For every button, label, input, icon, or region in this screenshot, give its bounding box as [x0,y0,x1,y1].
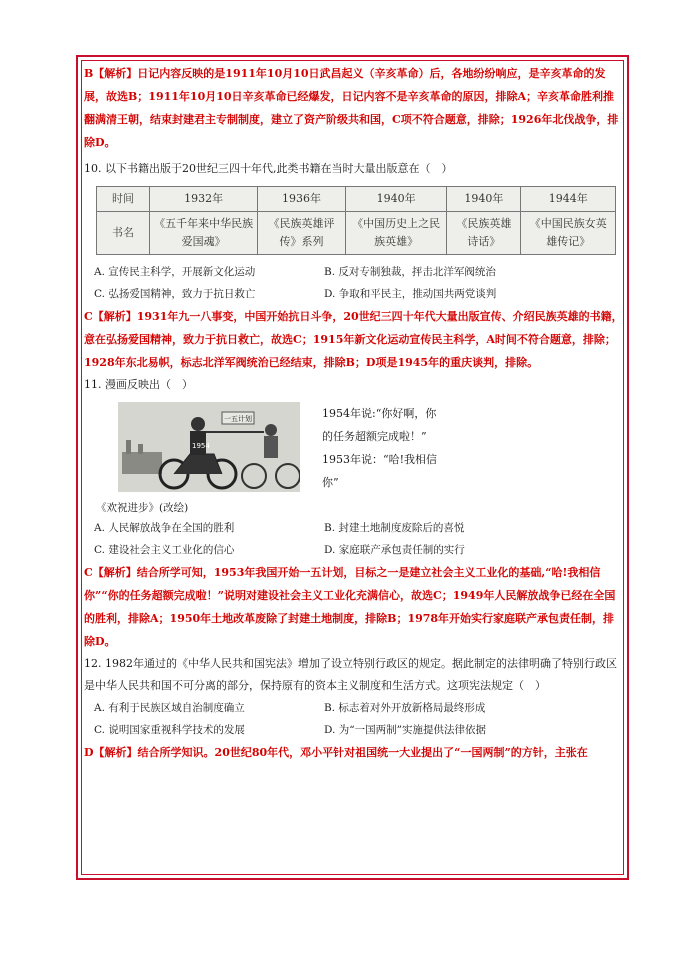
option-d: D. 为“一国两制”实施提供法律依据 [324,724,486,736]
document-body [84,62,624,764]
caption-line: 1954年说:“你好啊，你 [322,407,437,420]
option-c: C. 弘扬爱国精神，致力于抗日救亡 [94,288,256,300]
answer-11: C【解析】结合所学可知，1953年我国开始一五计划，目标之一是建立社会主义工业化的基础,“哈!我相信你”“你的任务超额完成啦！”说明对建设社会主义工业化充满信心，故选C；1949年人民解放战争已经在全国的胜利，排除A；1950年土地改革废除了封建土地制度，排除B；1978年开始实行家庭联产承包责任制，排除D。 [84,566,616,648]
table-cell: 《中国民族女英雄传记》 [521,212,616,255]
table-cell: 1944年 [521,187,616,212]
option-d: D. 家庭联产承包责任制的实行 [324,544,465,556]
caption-line: 1953年说：“哈!我相信 [322,453,438,466]
cartoon-image [118,402,300,492]
cartoon-plate-label: 1954 [192,442,210,450]
answer-12: D【解析】结合所学知识。20世纪80年代，邓小平针对祖国统一大业提出了“一国两制”的方针，主张在 [84,746,588,759]
option-a: A. 有利于民族区域自治制度确立 [94,702,245,714]
option-b: B. 反对专制独裁，抨击北洋军阀统治 [324,266,496,278]
option-c: C. 说明国家重视科学技术的发展 [94,724,245,736]
answer-10: C【解析】1931年九一八事变，中国开始抗日斗争，20世纪三四十年代大量出版宣传、介绍民族英雄的书籍，意在弘扬爱国精神，致力于抗日救亡，故选C；1915年新文化运动宣传民主科学，A时间不符合题意，排除；1928年东北易帜，标志北洋军阀统治已经结束，排除B；D项是1945年的重庆谈判，排除。 [84,310,623,369]
caption-line: 的任务超额完成啦！” [322,430,427,443]
option-a: A. 宣传民主科学，开展新文化运动 [94,266,256,278]
table-row-label: 书名 [97,212,150,255]
q12-options [84,697,624,741]
caption-line: 你” [322,476,339,489]
q11-options [84,517,624,561]
cartoon-section [118,402,624,494]
answer-9: B【解析】日记内容反映的是1911年10月10日武昌起义（辛亥革命）后，各地纷纷响应，是辛亥革命的发展，故选B；1911年10月10日辛亥革命已经爆发，日记内容不是辛亥革命的原因，排除A；辛亥革命胜利推翻满清王朝，结束封建君主专制制度，建立了资产阶级共和国，C项不符合题意，排除；1926年北伐战争，排除D。 [84,67,619,149]
table-header-label: 时间 [97,187,150,212]
table-cell: 1936年 [258,187,346,212]
table-cell: 1940年 [345,187,446,212]
table-row [97,187,616,212]
option-b: B. 标志着对外开放新格局最终形成 [324,702,486,714]
table-cell: 《民族英雄诗话》 [447,212,521,255]
cartoon-caption [322,402,437,494]
table-cell: 《民族英雄评传》系列 [258,212,346,255]
q10-options [84,261,624,305]
cartoon-bubble-label: 一五计划 [224,415,252,423]
table-row [97,212,616,255]
books-table [96,186,616,255]
table-cell: 《中国历史上之民族英雄》 [345,212,446,255]
option-a: A. 人民解放战争在全国的胜利 [94,522,235,534]
option-b: B. 封建土地制度废除后的喜悦 [324,522,465,534]
option-d: D. 争取和平民主，推动国共两党谈判 [324,288,497,300]
option-c: C. 建设社会主义工业化的信心 [94,544,235,556]
question-11: 11. 漫画反映出（ ） [84,378,193,391]
question-12: 12. 1982年通过的《中华人民共和国宪法》增加了设立特别行政区的规定。据此制定的法律明确了特别行政区是中华人民共和国不可分离的部分，保持原有的资本主义制度和生活方式。这项宪法规定（ ） [84,657,617,692]
table-cell: 《五千年来中华民族爱国魂》 [150,212,258,255]
question-10: 10. 以下书籍出版于20世纪三四十年代,此类书籍在当时大量出版意在（ ） [84,162,453,175]
table-cell: 1932年 [150,187,258,212]
table-cell: 1940年 [447,187,521,212]
cartoon-title: 《欢祝进步》(改绘) [96,502,189,514]
